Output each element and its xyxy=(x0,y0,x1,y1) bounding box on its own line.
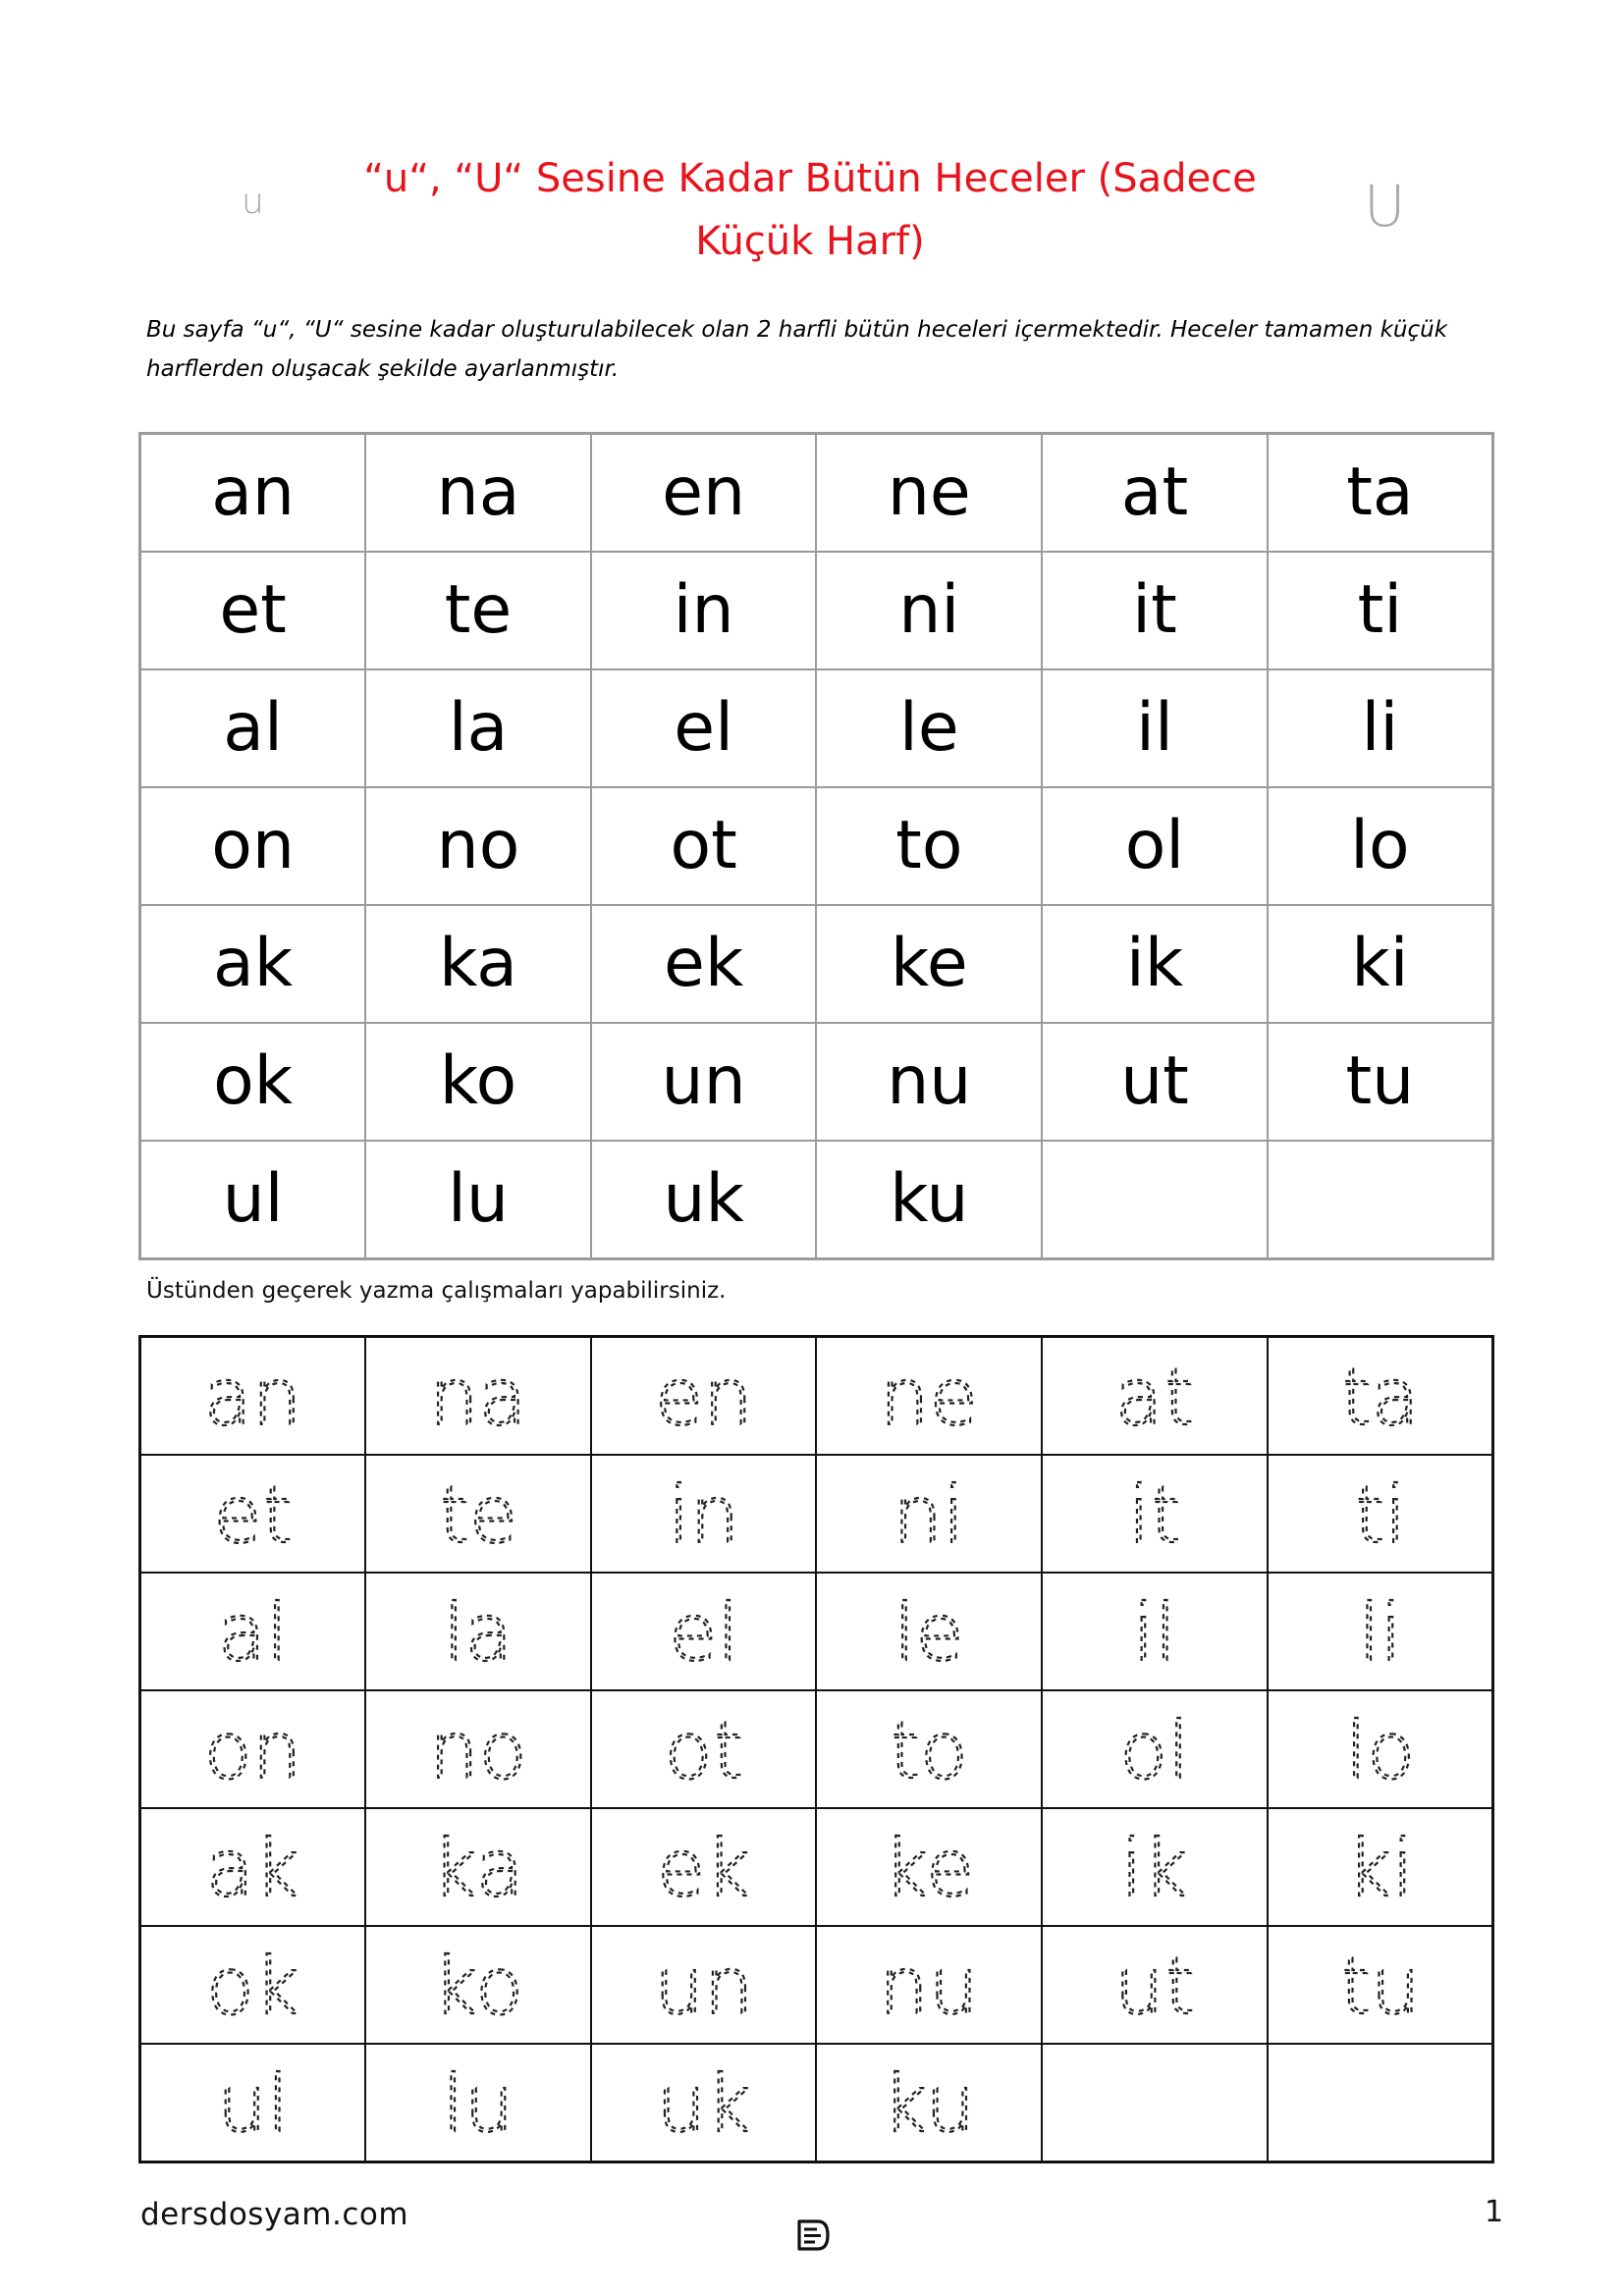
trace-syllable: to xyxy=(890,1705,969,1796)
trace-syllable: an xyxy=(203,1352,302,1443)
syllable-cell: ne xyxy=(816,434,1042,553)
trace-cell xyxy=(1042,1926,1268,2044)
trace-syllable: it xyxy=(1128,1469,1181,1561)
trace-syllable: en xyxy=(654,1352,753,1443)
syllable-cell: ke xyxy=(816,905,1042,1023)
trace-cell xyxy=(365,1690,591,1808)
syllable-cell: li xyxy=(1268,669,1493,787)
trace-cell xyxy=(1268,1926,1493,2044)
trace-syllable: ti xyxy=(1353,1469,1407,1561)
trace-glyph xyxy=(1043,1691,1267,1807)
trace-instruction: Üstünden geçerek yazma çalışmaları yapabilirsiniz. xyxy=(146,1278,727,1304)
trace-cell xyxy=(1268,1337,1493,1456)
syllable-row xyxy=(140,552,1493,669)
syllable-cell: la xyxy=(365,669,591,787)
trace-table xyxy=(138,1335,1494,2163)
syllable-cell: il xyxy=(1042,669,1268,787)
trace-syllable: on xyxy=(203,1705,302,1796)
trace-cell xyxy=(140,2044,366,2163)
trace-syllable: ul xyxy=(217,2058,290,2150)
trace-glyph xyxy=(592,1338,816,1454)
syllable-cell: na xyxy=(365,434,591,553)
syllable-cell xyxy=(1268,1141,1493,1259)
trace-cell xyxy=(1042,1573,1268,1690)
page-title xyxy=(353,147,1267,273)
syllable-cell: to xyxy=(816,787,1042,905)
trace-syllable: nu xyxy=(879,1941,979,2032)
trace-syllable: na xyxy=(429,1352,527,1443)
syllable-cell: an xyxy=(140,434,366,553)
syllable-row xyxy=(140,787,1493,905)
trace-glyph xyxy=(1269,1338,1491,1454)
trace-glyph xyxy=(592,1927,816,2043)
trace-glyph xyxy=(1043,1574,1267,1689)
syllable-cell: al xyxy=(140,669,366,787)
trace-glyph xyxy=(366,1456,590,1572)
trace-cell xyxy=(365,1573,591,1690)
syllable-cell: ik xyxy=(1042,905,1268,1023)
trace-glyph xyxy=(1269,1809,1491,1925)
syllable-cell: ku xyxy=(816,1141,1042,1259)
syllable-cell: ki xyxy=(1268,905,1493,1023)
trace-cell xyxy=(140,1690,366,1808)
trace-cell xyxy=(140,1455,366,1573)
trace-cell xyxy=(591,2044,817,2163)
trace-syllable: ni xyxy=(893,1469,965,1561)
syllable-row xyxy=(140,434,1493,553)
trace-syllable: ta xyxy=(1340,1352,1420,1443)
trace-glyph xyxy=(366,1338,590,1454)
trace-glyph xyxy=(592,2045,816,2161)
syllable-row xyxy=(140,1023,1493,1141)
trace-syllable: ok xyxy=(205,1941,300,2032)
document-logo-icon xyxy=(793,2216,833,2258)
trace-glyph xyxy=(1269,1456,1491,1572)
trace-glyph xyxy=(817,1809,1041,1925)
trace-cell xyxy=(591,1926,817,2044)
trace-cell xyxy=(365,2044,591,2163)
trace-glyph xyxy=(366,1809,590,1925)
syllable-cell: ot xyxy=(591,787,817,905)
trace-cell xyxy=(1268,1573,1493,1690)
trace-cell xyxy=(816,2044,1042,2163)
trace-glyph xyxy=(141,1927,364,2043)
page-title-line-1: “u“, “U“ Sesine Kadar Bütün Heceler (Sadece xyxy=(363,156,1257,201)
trace-cell xyxy=(816,1455,1042,1573)
trace-row xyxy=(140,2044,1493,2163)
trace-syllable: no xyxy=(429,1705,527,1796)
trace-syllable: el xyxy=(668,1587,739,1679)
trace-cell xyxy=(140,1337,366,1456)
page-title-line-2: Küçük Harf) xyxy=(695,219,925,264)
syllable-cell: tu xyxy=(1268,1023,1493,1141)
trace-cell xyxy=(816,1690,1042,1808)
trace-cell xyxy=(365,1926,591,2044)
trace-syllable: lu xyxy=(442,2058,514,2150)
trace-glyph xyxy=(366,1927,590,2043)
syllable-cell: it xyxy=(1042,552,1268,669)
trace-glyph xyxy=(592,1574,816,1689)
trace-cell xyxy=(591,1337,817,1456)
trace-cell xyxy=(1042,1690,1268,1808)
trace-syllable: ol xyxy=(1119,1705,1190,1796)
syllable-cell: ek xyxy=(591,905,817,1023)
syllable-cell: at xyxy=(1042,434,1268,553)
trace-syllable: in xyxy=(668,1469,740,1561)
trace-syllable: ke xyxy=(883,1823,975,1914)
trace-glyph xyxy=(592,1691,816,1807)
trace-glyph xyxy=(1043,2045,1267,2161)
syllable-cell: ak xyxy=(140,905,366,1023)
trace-syllable: uk xyxy=(656,2058,752,2150)
trace-glyph xyxy=(592,1456,816,1572)
corner-letter-uppercase: U xyxy=(1364,173,1406,240)
syllable-cell: nu xyxy=(816,1023,1042,1141)
trace-glyph xyxy=(141,1691,364,1807)
trace-cell xyxy=(1268,1808,1493,1926)
trace-glyph xyxy=(817,1691,1041,1807)
trace-glyph xyxy=(141,2045,364,2161)
trace-syllable: te xyxy=(438,1469,518,1561)
trace-glyph xyxy=(817,1338,1041,1454)
syllable-cell: in xyxy=(591,552,817,669)
trace-cell xyxy=(591,1808,817,1926)
trace-cell xyxy=(1268,1690,1493,1808)
trace-syllable: ka xyxy=(432,1823,524,1914)
trace-cell xyxy=(1268,2044,1493,2163)
syllable-cell: ul xyxy=(140,1141,366,1259)
syllable-cell: en xyxy=(591,434,817,553)
trace-syllable: ot xyxy=(664,1705,743,1796)
trace-glyph xyxy=(817,2045,1041,2161)
trace-syllable: tu xyxy=(1339,1941,1421,2032)
trace-glyph xyxy=(592,1809,816,1925)
trace-syllable: ik xyxy=(1120,1823,1189,1914)
syllable-table xyxy=(138,432,1494,1260)
trace-glyph xyxy=(1269,1927,1491,2043)
trace-cell xyxy=(591,1455,817,1573)
syllable-cell: ta xyxy=(1268,434,1493,553)
trace-cell xyxy=(1042,1808,1268,1926)
page-number: 1 xyxy=(1485,2195,1504,2229)
trace-syllable: et xyxy=(213,1469,293,1561)
trace-cell xyxy=(816,1573,1042,1690)
trace-glyph xyxy=(141,1338,364,1454)
trace-glyph xyxy=(366,2045,590,2161)
syllable-cell: ka xyxy=(365,905,591,1023)
corner-letter-lowercase: u xyxy=(242,182,264,222)
trace-syllable: ak xyxy=(205,1823,300,1914)
trace-cell xyxy=(1042,2044,1268,2163)
trace-cell xyxy=(140,1926,366,2044)
trace-glyph xyxy=(1043,1338,1267,1454)
syllable-cell: ko xyxy=(365,1023,591,1141)
syllable-cell: ol xyxy=(1042,787,1268,905)
trace-syllable: ek xyxy=(656,1823,751,1914)
syllable-cell: lo xyxy=(1268,787,1493,905)
trace-syllable: ki xyxy=(1346,1823,1414,1914)
trace-glyph xyxy=(1269,1691,1491,1807)
syllable-row xyxy=(140,1141,1493,1259)
syllable-cell: no xyxy=(365,787,591,905)
trace-glyph xyxy=(141,1809,364,1925)
syllable-cell: ti xyxy=(1268,552,1493,669)
trace-glyph xyxy=(1043,1809,1267,1925)
trace-syllable: at xyxy=(1114,1352,1195,1443)
syllable-cell: on xyxy=(140,787,366,905)
trace-glyph xyxy=(817,1574,1041,1689)
trace-glyph xyxy=(1269,1574,1491,1689)
trace-syllable: ko xyxy=(432,1941,524,2032)
trace-row xyxy=(140,1808,1493,1926)
trace-row xyxy=(140,1455,1493,1573)
trace-glyph xyxy=(1043,1927,1267,2043)
trace-syllable: al xyxy=(217,1587,289,1679)
trace-glyph xyxy=(817,1927,1041,2043)
syllable-cell xyxy=(1042,1141,1268,1259)
trace-syllable: ut xyxy=(1113,1941,1195,2032)
trace-syllable: il xyxy=(1132,1587,1177,1679)
trace-row xyxy=(140,1690,1493,1808)
footer-site-name: dersdosyam.com xyxy=(140,2197,409,2232)
trace-cell xyxy=(1268,1455,1493,1573)
trace-glyph xyxy=(141,1456,364,1572)
trace-cell xyxy=(816,1337,1042,1456)
trace-syllable: lo xyxy=(1344,1705,1415,1796)
trace-cell xyxy=(816,1926,1042,2044)
trace-cell xyxy=(1042,1337,1268,1456)
trace-glyph xyxy=(366,1574,590,1689)
trace-cell xyxy=(591,1573,817,1690)
intro-text: Bu sayfa “u“, “U“ sesine kadar oluşturulabilecek olan 2 harfli bütün heceleri içermektedir. Heceler tamamen küçük harflerden oluşacak şekilde ayarlanmıştır. xyxy=(146,317,1448,382)
trace-cell xyxy=(140,1573,366,1690)
syllable-cell: ni xyxy=(816,552,1042,669)
syllable-cell: un xyxy=(591,1023,817,1141)
syllable-cell: et xyxy=(140,552,366,669)
syllable-cell: el xyxy=(591,669,817,787)
trace-syllable: li xyxy=(1358,1587,1402,1679)
trace-cell xyxy=(591,1690,817,1808)
trace-glyph xyxy=(141,1574,364,1689)
syllable-cell: ut xyxy=(1042,1023,1268,1141)
syllable-cell: uk xyxy=(591,1141,817,1259)
trace-cell xyxy=(816,1808,1042,1926)
trace-row xyxy=(140,1926,1493,2044)
syllable-cell: ok xyxy=(140,1023,366,1141)
syllable-cell: te xyxy=(365,552,591,669)
trace-cell xyxy=(365,1455,591,1573)
trace-cell xyxy=(140,1808,366,1926)
trace-glyph xyxy=(1269,2045,1491,2161)
syllable-cell: le xyxy=(816,669,1042,787)
trace-glyph xyxy=(366,1691,590,1807)
syllable-cell: lu xyxy=(365,1141,591,1259)
trace-row xyxy=(140,1573,1493,1690)
trace-syllable: le xyxy=(893,1587,965,1679)
trace-glyph xyxy=(817,1456,1041,1572)
trace-syllable: la xyxy=(443,1587,514,1679)
syllable-row xyxy=(140,905,1493,1023)
syllable-row xyxy=(140,669,1493,787)
trace-syllable: ne xyxy=(880,1352,979,1443)
trace-row xyxy=(140,1337,1493,1456)
trace-syllable: ku xyxy=(883,2058,976,2150)
trace-glyph xyxy=(1043,1456,1267,1572)
trace-cell xyxy=(365,1808,591,1926)
trace-cell xyxy=(365,1337,591,1456)
trace-syllable: un xyxy=(653,1941,754,2032)
trace-cell xyxy=(1042,1455,1268,1573)
